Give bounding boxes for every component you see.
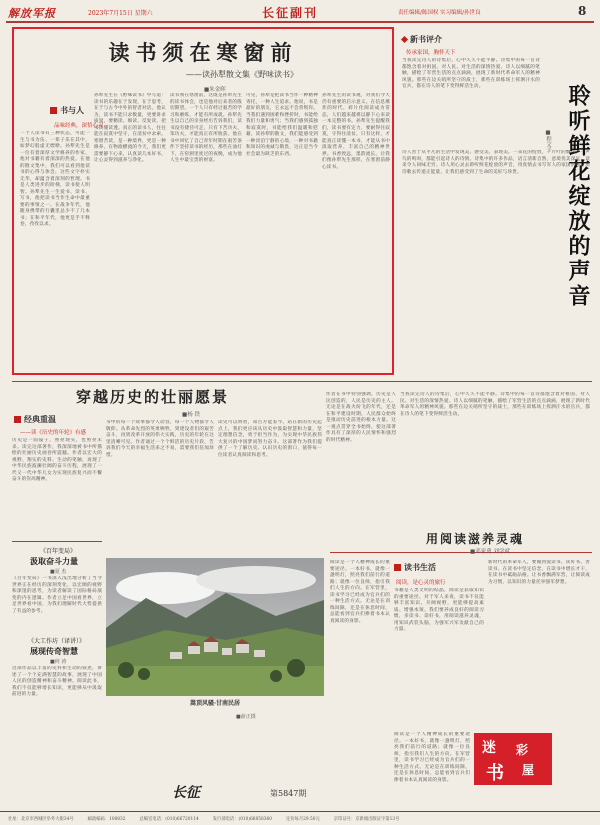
photo-credit: ■俞正摄: [236, 714, 256, 720]
stamp-char-3: 书: [486, 763, 504, 784]
diamond-icon: [401, 36, 408, 43]
history-tag-label: 经典重温: [24, 415, 56, 424]
masthead-rule: [6, 21, 594, 23]
column-stamp: [474, 733, 552, 785]
reading-subhead: 阅读，是心灵的旅行: [396, 580, 446, 586]
feature-article[interactable]: [12, 27, 394, 375]
history-column-3: 读史可以明智，知古方能鉴今。站在新的历史起点上，我们更应该从历史中汲取智慧和力量，坚定理想信念，勇于担当作为，为实现中华民族伟大复兴的中国梦而努力奋斗。这部著作为我们提供了一个了解历史、认识历史的窗口，值得每一位读者认真阅读和思考。: [218, 420, 322, 458]
history-tag: [14, 414, 56, 425]
poetry-subhead: 传承家国，胸怀天下: [406, 50, 456, 56]
feature-subtitle: ——读孙犁散文集《野味读书》: [186, 70, 298, 79]
feature-column-1: 一个人读书有三种状态，可能一生与书为伍、一辈子乐在其中，如梦幻般虚无缥缈。孙犁先生是一位有着深厚文学修养的作家，他对书籍有着深深的热爱。在他的散文集中，我们可以看到他读书的心得与体会，这些文字朴实无华，却蕴含着深刻的哲理。书是人类进步的阶梯，读书使人明智。孙犁先生一生爱书、读书、写书，他把读书当作生命中最重要的事情之一。在战争年代，他随身携带的行囊里总少不了几本书；在和平年代，他更是手不释卷，孜孜以求。: [20, 131, 90, 227]
reading-column-4: 阅读是一个人精神成长的重要途径。一本好书，就像一盏明灯，照亮我们前行的道路；就像一位良师，指引我们人生的方向。在军营里，读书学习已经成为官兵们的一种生活方式。无论是在训练间隙，还是在休息时间，总能看到官兵们捧着书本认真阅读的身影。: [394, 732, 470, 783]
footer-distribution: 发行部电话：(010)66858360: [212, 816, 272, 822]
footer-price: 定价每月29.50元: [285, 816, 320, 822]
square-icon: [14, 416, 21, 423]
section-divider: [12, 381, 592, 382]
footer: [0, 811, 600, 825]
reading-title: 用阅读滋养灵魂: [426, 532, 525, 546]
feature-title: 读书须在寒窗前: [108, 41, 298, 65]
issue-date: 2023年7月15日 星期六: [88, 10, 153, 17]
editors-credit: 责任编辑/陈国权 实习编辑/孙世良: [398, 10, 481, 16]
reading-column-1: 阅读是一个人精神成长的重要途径。一本好书，就像一盏明灯，照亮我们前行的道路；就像一位良师，指引我们人生的方向。在军营里，读书学习已经成为官兵们的一种生活方式。无论是在训练间隙，还是在休息时间，总能看到官兵们捧着书本认真阅读的身影。: [330, 560, 390, 624]
masthead: [0, 0, 600, 22]
feature-column-5: 孙犁先生的读书观，对我们今天仍有重要的启示意义。在信息爆炸的时代，碎片化阅读成为常态，人们越来越难以静下心来读一本完整的书。孙犁先生提醒我们，读书要有定力，要耐得住寂寞，守得住清贫。只有这样，才能真正读懂一本书，才能从书中汲取营养，丰富自己的精神世界。书香致远，墨韵流长。让我们像孙犁先生那样，在寒窗前静心读书。: [322, 93, 390, 170]
poetry-tag-label: 新书评介: [410, 35, 442, 44]
books-column-2: 这部作品以丰富的史料和生动的叙述，讲述了一个个充满智慧的故事，展现了中国人民的创造精神和奋斗精神。阅读此书，我们不仅能够增长知识，更能够从中汲取前进的力量。: [12, 666, 102, 697]
history-column-1: 历史是一面镜子，照亮现实，也照亮未来。读完这部著作，我深深地被书中所描绘的壮丽历史画卷所震撼。作者以宏大的视野、翔实的史料、生动的笔触，再现了中华民族波澜壮阔的奋斗历程，展现了一代又一代中华儿女为实现民族复兴而不懈奋斗的崇高精神。: [12, 438, 102, 482]
newspaper-logo: 解放军报: [8, 7, 56, 20]
feature-subhead: 品味经典，深悟心灵: [54, 123, 104, 129]
reading-column-2: 书籍是人类文明的结晶，阅读是获取知识的重要途径。对于军人来说，读书不仅能够丰富知识、开阔视野，更能够提高素质、增强本领。我们要养成良好的阅读习惯，多读书、读好书，用阅读滋养灵魂，用知识武装头脑，为强军兴军贡献自己的力量。: [394, 588, 484, 632]
footer-license: 京印证号：京新闻出版证字第13号: [333, 816, 400, 822]
poetry-title: 聆听鲜花绽放的声音: [565, 84, 590, 309]
reading-column-3: 新时代的革命军人，要做到爱读书、读好书、善读书。在读书中坚定信念，在读书中增长才干，在读书中砥砺品格。让书香飘满军营，让阅读成为习惯，以知识的力量托举强军梦想。: [488, 560, 590, 585]
history-title: 穿越历史的壮丽愿景: [76, 388, 230, 406]
reading-byline: ■邓家勇 刘学斌: [470, 549, 510, 555]
page-number: 8: [578, 4, 587, 18]
book-1-title: 《百年变局》: [40, 548, 77, 555]
feature-byline: ■朱金晖: [204, 87, 226, 93]
column-signature: 长征: [172, 785, 200, 801]
mountain-village-image: [106, 558, 324, 696]
poetry-column-1: 当我读完诗人的诗集后，心中久久不能平静。诗集中的每一首诗都饱含着对祖国、对人民、对生活的深情热爱。诗人以细腻的笔触，描绘了军营生活的点点滴滴，展现了新时代革命军人的精神风貌。那些在边关哨所坚守的战士，那些在训练场上挥洒汗水的官兵，都在诗人的笔下变得鲜活生动。: [402, 58, 540, 89]
feature-tag-label: 书与人: [60, 106, 84, 115]
feature-column-4: 可见，孙犁是把读书当作一种精神寄托，一种人生追求。他说，书是最好的朋友，它永远不会背叛你。当我们遇到困难和挫折时，书能给我们力量和勇气；当我们感到孤独和寂寞时，书能给我们温暖和慰藉。读孙犁的散文，我们能感受到一种淡泊宁静的心境，一种对书籍和知识的虔诚与敬畏，这正是当今社会最为缺乏的东西。: [246, 93, 318, 157]
feature-column-3: 读书须在寒窗前，这既是孙犁先生的读书体会，也是他对后来者的殷切期望。一个人只有经过艰苦的学习和磨炼，才能有所成就。孙犁先生以自己的亲身经历告诉我们，读书没有捷径可走，只有下苦功夫、笨功夫，才能真正有所收获。他在书中回忆了自己青年时期在艰苦条件下坚持读书的经历，那些在油灯下、在窑洞里度过的夜晚，成为他人生中最宝贵的财富。: [170, 93, 242, 163]
footer-phone: 总编室电话：(010)66720114: [139, 816, 199, 822]
section-title: 长征副刊: [262, 6, 319, 20]
book-2-subtitle: 展现传奇智慧: [30, 646, 78, 656]
books-column-1: 《百年变局》一书深入浅出地分析了当今世界正在经历的深刻变化，以宏阔的视野和深邃的思考，为读者解读了国际格局演变的内在逻辑。作者立足中国看世界，立足世界看中国，为我们理解时代大势提供了有益的参考。: [12, 576, 102, 614]
square-icon: [394, 564, 401, 571]
landscape-photo: [106, 558, 324, 696]
history-column-2: 书中的每一个故事都令人动容，每一个人物都令人敬仰。从革命先烈的英勇牺牲，到建设者们的艰苦奋斗，再到改革开放的伟大实践，历史的年轮在这里清晰可见。作者通过一个个鲜活的历史片段，告诉我们今天的幸福生活来之不易，需要我们倍加珍惜。: [106, 420, 214, 458]
book-2-author: ■何 涛: [50, 659, 67, 665]
feature-tag: [50, 105, 84, 116]
history-column-4: 作者在书中特别强调，历史是人民创造的，人民是历史的主人。无论是在战火纷飞的年代，还是在和平建设时期，人民群众始终是推动历史前进的根本力量。这一观点贯穿全书始终，使这部著作具有了深厚的人民情怀和强烈的时代精神。: [326, 392, 396, 443]
book-1-subtitle: 汲取奋斗力量: [30, 556, 78, 566]
reading-tag: [394, 562, 436, 573]
books-divider: [12, 541, 102, 542]
history-subhead: ——读《历史的年轮》有感: [20, 430, 87, 436]
book-2-title: 《大工作坊（译讲）》: [28, 638, 86, 645]
reading-divider: [330, 552, 592, 553]
poetry-column-continued: 当我读完诗人的诗集后，心中久久不能平静。诗集中的每一首诗都饱含着对祖国、对人民、对生活的深情热爱。诗人以细腻的笔触，描绘了军营生活的点点滴滴，展现了新时代革命军人的精神风貌。那些在边关哨所坚守的战士，那些在训练场上挥洒汗水的官兵，都在诗人的笔下变得鲜活生动。: [400, 392, 590, 417]
stamp-char-1: 迷: [482, 740, 496, 756]
footer-postcode: 邮政编码：100832: [87, 816, 126, 822]
book-1-author: ■夏 杰: [50, 569, 67, 575]
stamp-char-4: 屋: [522, 763, 535, 777]
photo-caption: 嵩顶风骚·甘南民居: [189, 700, 241, 707]
poetry-tag: [402, 34, 442, 45]
history-byline: ■杨 铁: [182, 412, 200, 418]
poetry-author: ■程文子: [545, 130, 551, 153]
poetry-column-2: 诗人善于从平凡的生活中发现美、感受美、表现美。一朵花的绽放，一片叶的飘落，一声鸟的鸣叫，都能引起诗人的诗情。诗集中的许多作品，语言清新自然，意境优美深远，读来令人回味无穷。诗人用心灵去聆听鲜花绽放的声音，用真情去书写军人的家国情怀，用诗歌去传递正能量，让我们感受到了生命的美好与珍贵。: [402, 150, 590, 175]
footer-address: 社址：北京市西城区阜外大街34号: [8, 816, 74, 822]
issue-number: 第5847期: [270, 789, 307, 798]
feature-column-2: 孙犁先生在《野味读书》中写道：读书的乐趣在于发现，在于思考，在于与古今中外的智者对话。他认为，读书不能只求数量，更要讲求质量，要精读、细读、反复读，把书读懂读透。真正的读书人，往往能在寂寞中坚守，在清贫中求索。寒窗苦读，是一种境界，更是一种修养。在物欲横流的今天，我们更需要静下心来，认真读几本好书，让心灵得到滋养与净化。: [94, 93, 166, 163]
reading-tag-label: 读书生活: [404, 563, 436, 572]
square-icon: [50, 107, 57, 114]
stamp-char-2: 彩: [516, 743, 529, 757]
